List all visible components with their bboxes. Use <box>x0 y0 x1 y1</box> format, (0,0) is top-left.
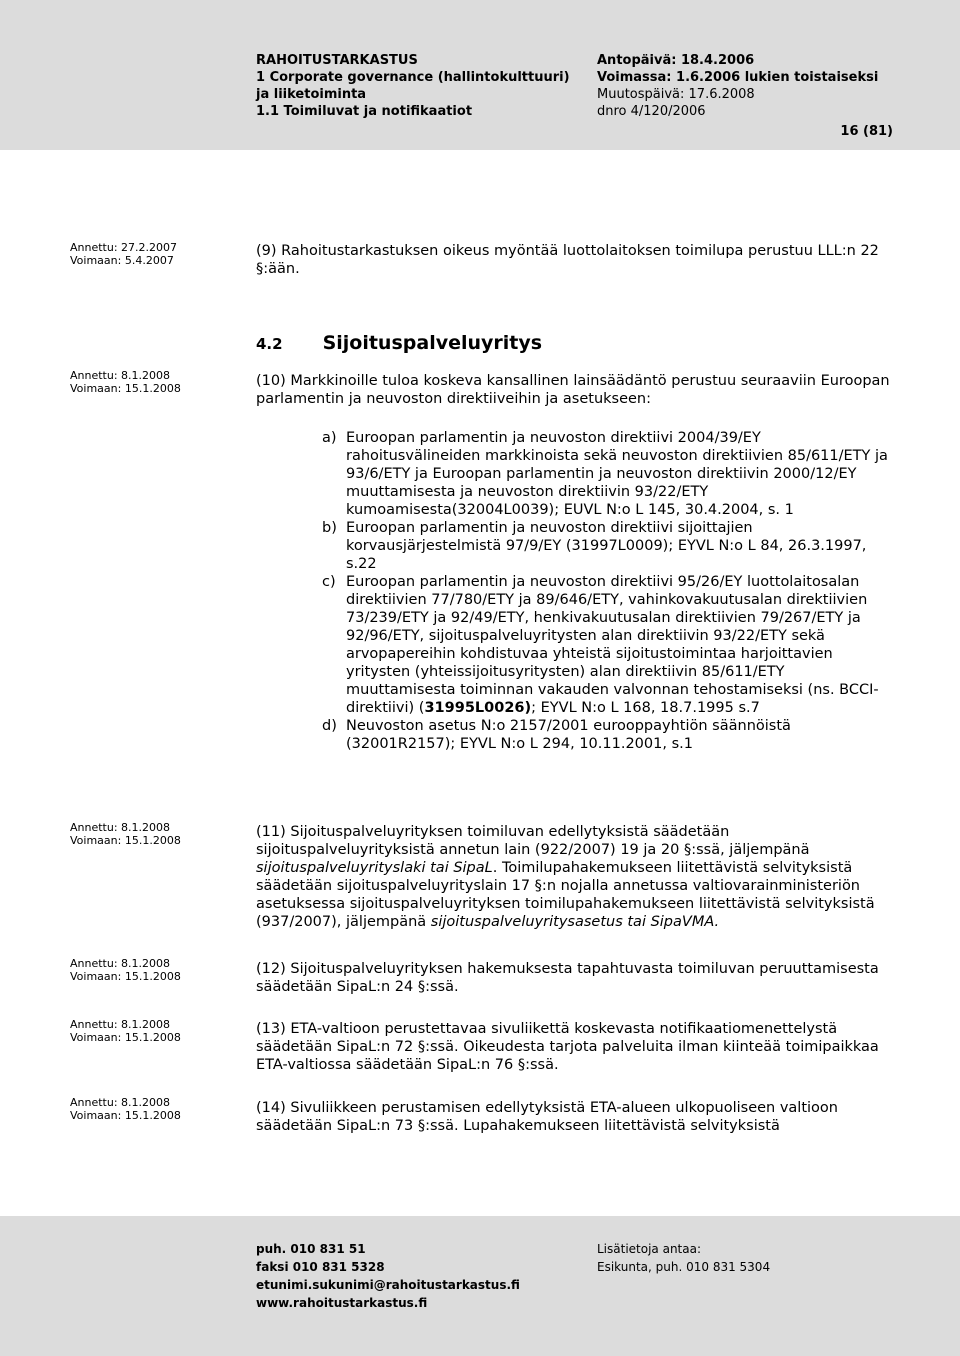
note-issued: Annettu: 8.1.2008 <box>70 1018 171 1031</box>
p11-abbrev-term: sijoituspalveluyrityslaki tai SipaL <box>256 860 493 876</box>
note-issued: Annettu: 27.2.2007 <box>70 241 178 254</box>
list-item <box>322 573 897 717</box>
note-issued: Annettu: 8.1.2008 <box>70 821 171 834</box>
margin-note <box>70 1096 181 1122</box>
margin-note <box>70 241 177 267</box>
list-text: Neuvoston asetus N:o 2157/2001 eurooppayhtiön säännöistä (32001R2157); EYVL N:o L 294, 10.11.2001, s.1 <box>346 718 791 752</box>
list-item <box>322 717 897 753</box>
note-effective: Voimaan: 15.1.2008 <box>70 1031 181 1044</box>
dnro: dnro 4/120/2006 <box>597 104 706 119</box>
section-heading <box>256 332 542 354</box>
footer-info-label: Lisätietoja antaa: <box>597 1242 702 1256</box>
page-number: 16 (81) <box>840 124 893 139</box>
footer-website[interactable]: www.rahoitustarkastus.fi <box>256 1296 428 1310</box>
footer-contact <box>256 1240 520 1312</box>
issued-date: Antopäivä: 18.4.2006 <box>597 53 755 68</box>
list-text: Euroopan parlamentin ja neuvoston direktiivi sijoittajien korvausjärjestelmistä 97/9/EY (31997L0009); EYVL N:o L 84, 26.3.1997, s.22 <box>346 520 867 572</box>
margin-note <box>70 1018 181 1044</box>
list-item <box>322 429 897 519</box>
footer-fax: faksi 010 831 5328 <box>256 1260 385 1274</box>
org-name: RAHOITUSTARKASTUS <box>256 53 418 68</box>
note-effective: Voimaan: 15.1.2008 <box>70 1109 181 1122</box>
note-effective: Voimaan: 5.4.2007 <box>70 254 174 267</box>
page-header <box>0 0 960 150</box>
margin-note <box>70 369 181 395</box>
list-item <box>322 519 897 573</box>
paragraph-12: (12) Sijoituspalveluyrityksen hakemuksesta tapahtuvasta toimiluvan peruuttamisesta säädetään SipaL:n 24 §:ssä. <box>256 961 879 995</box>
footer-phone: puh. 010 831 51 <box>256 1242 366 1256</box>
header-left <box>256 52 576 120</box>
header-right <box>597 52 927 139</box>
note-issued: Annettu: 8.1.2008 <box>70 957 171 970</box>
list-text: Euroopan parlamentin ja neuvoston direktiivi 2004/39/EY rahoitusvälineiden markkinoista sekä neuvoston direktiivien 85/611/ETY ja 93/6/ETY ja Euroopan parlamentin ja neuvoston direktiivin 2000/12/EY muuttamisesta ja neuvoston direktiivin 93/22/ETY kumoamisesta(32004L0039); EUVL N:o L 145, 30.4.2004, s. 1 <box>346 430 888 518</box>
list-label: c) <box>322 574 336 590</box>
note-effective: Voimaan: 15.1.2008 <box>70 382 181 395</box>
note-issued: Annettu: 8.1.2008 <box>70 1096 171 1109</box>
page-footer <box>0 1216 960 1356</box>
note-effective: Voimaan: 15.1.2008 <box>70 834 181 847</box>
margin-note <box>70 821 181 847</box>
paragraph-11 <box>256 823 896 931</box>
list-text: Euroopan parlamentin ja neuvoston direktiivi 95/26/EY luottolaitosalan direktiivien 77/780/ETY ja 89/646/ETY, vahinkovakuutusalan direktiivien 73/239/ETY ja 92/49/ETY, henkivakuutusalan direktiivien 79/267/ETY ja 92/96/ETY, sijoituspalveluyritysten alan direktiivin 93/22/ETY sekä arvopapereihin kohdistuvaa yhteistä sijoitustoimintaa harjoittavien yritysten (yhteissijoitusyritysten) alan direktiivin 85/611/ETY muuttamisesta toiminnan vakauden valvonnan tehostamiseksi (ns. BCCI-direktiivi) ( <box>346 574 879 716</box>
list-label: a) <box>322 430 337 446</box>
note-issued: Annettu: 8.1.2008 <box>70 369 171 382</box>
list-label: b) <box>322 520 337 536</box>
note-effective: Voimaan: 15.1.2008 <box>70 970 181 983</box>
p11-text: (11) Sijoituspalveluyrityksen toimiluvan edellytyksistä säädetään sijoituspalveluyrityksistä annetun lain (922/2007) 19 ja 20 §:ssä, jäljempänä <box>256 824 810 858</box>
p11-abbrev-term-2: sijoituspalveluyritysasetus tai SipaVMA. <box>430 914 720 930</box>
paragraph-14: (14) Sivuliikkeen perustamisen edellytyksistä ETA-alueen ulkopuoliseen valtioon säädetään SipaL:n 73 §:ssä. Lupahakemukseen liitettävistä selvityksistä <box>256 1100 838 1134</box>
celex-number: 31995L0026) <box>424 700 532 716</box>
heading-title: Sijoituspalveluyritys <box>322 332 543 354</box>
paragraph-13: (13) ETA-valtioon perustettavaa sivuliikettä koskevasta notifikaatiomenettelystä säädetään SipaL:n 72 §:ssä. Oikeudesta tarjota palveluita ilman kiinteää toimipaikkaa ETA-valtiossa säädetään SipaL:n 76 §:ssä. <box>256 1021 879 1073</box>
section-title: 1.1 Toimiluvat ja notifikaatiot <box>256 104 473 119</box>
list-text-end: ; EYVL N:o L 168, 18.7.1995 s.7 <box>531 700 760 716</box>
list-label: d) <box>322 718 337 734</box>
margin-note <box>70 957 181 983</box>
directive-list <box>322 429 897 753</box>
paragraph-10: (10) Markkinoille tuloa koskeva kansallinen lainsäädäntö perustuu seuraaviin Euroopan parlamentin ja neuvoston direktiiveihin ja asetukseen: <box>256 373 890 407</box>
chapter-title: 1 Corporate governance (hallintokulttuuri) ja liiketoiminta <box>256 70 570 102</box>
footer-info <box>597 1240 770 1276</box>
paragraph-9: (9) Rahoitustarkastuksen oikeus myöntää luottolaitoksen toimilupa perustuu LLL:n 22 §:ään. <box>256 243 879 277</box>
footer-info-value: Esikunta, puh. 010 831 5304 <box>597 1260 771 1274</box>
heading-number: 4.2 <box>256 335 283 353</box>
in-force-date: Voimassa: 1.6.2006 lukien toistaiseksi <box>597 70 879 85</box>
footer-email[interactable]: etunimi.sukunimi@rahoitustarkastus.fi <box>256 1278 520 1292</box>
p11-text-2: . Toimilupahakemukseen liitettävistä selvityksistä säädetään sijoituspalveluyrityslain 17 §:n nojalla annetussa valtiovarainministeriön asetuksessa sijoituspalveluyrityksen toimilupahakemukseen liitettävistä selvityksistä (937/2007), jäljempänä <box>256 860 875 930</box>
modified-date: Muutospäivä: 17.6.2008 <box>597 87 755 102</box>
